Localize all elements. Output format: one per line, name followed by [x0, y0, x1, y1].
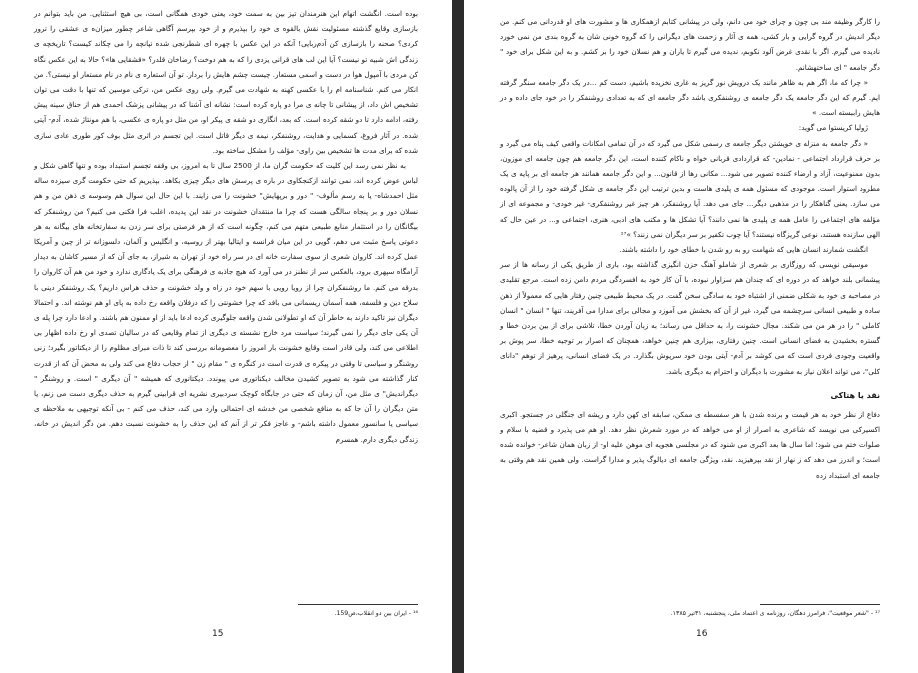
footnote-divider — [298, 604, 418, 605]
paragraph: دفاع از نظر خود به هر قیمت و برنده شدن با هر سفسطه ی ممکن، سابقه ای کهن دارد و ریشه ای جنگلی در جستجو. اکبری اکسیرکی می نویسد که شاعری به اصرار از او می خواهد که در مورد شعرش نظر دهد. او هم می پذیرد و قضیه با سلام و صلوات ختم می شود؛ اما سال ها بعد اکبری می شنود که در مجلسی هجویه ای موهن علیه او- از زبان همان شاعر- خوانده شده است؛ و اندرز می دهد که ز نهار از نقد بپرهیزید. نقد، ویژگی جامعه ای دیالوگ پذیر و مدارا گراست. ولی همین نقد هم وقتی به جامعه ای استبداد زده — [500, 409, 880, 480]
book-gutter — [452, 0, 464, 673]
paragraph: ژولیا کریستوا می گوید: — [798, 123, 868, 133]
right-page-body — [500, 14, 880, 483]
left-page-body — [34, 6, 418, 447]
paragraph: بوده است. انگشت اتهام این هنرمندان تیز بین به سمت خود، یعنی خودی همگانی است، بی هیچ استثنایی. من باید بتوانم در بازسازی وقایع گذشته مسئولیت نقش بالقوه ی خود را بپذیرم و از خود بپرسم آگاهی شاعر چطور میزان‌ه ی عشقی را ترور کردی؟ صحنه را بازسازی کن آدم‌ربایی! آنکه در این عکس با چهره ای شطرنجی شده تپانچه را می چکاند کیست؟ تاریخچه ی زندگی اش شبیه تو نیست؟ آیا این لب های قرانی یزدی را که به هم دوخت؟ رضاخان قلدر؟ «قشقایی ها»؟ حالا به این عکس نگاه کن مردی با آمپول هوا در دست و اسمی مستعار. چیست چشم هایش را بردار. تو آن استعاره ی نام در نام مستعار او نیستی؟. من انکار می کنم. شناسنامه ام را با عکسی کهنه به شهادت می گیرم. ولی روی عکس من، ترکی موسین که تنها با دقت می توان تشخیص اش داد، از پیشانی تا چانه ی مرا دو پاره کرده است: نشانه ای آشنا که در پیشانی پزشک احمدی هم از حناق سینه پیش رفته، ادامه دارد تا دو شقه کرده است. که بعد، انگاری دو شقه ی پیکر او، من مثل دو پاره ی عکسی، با هم مونتاژ شده، آدم- آیتی شده. در آثار فروغ، کسمایی و هدایت، روشنفکر، نیمه ی دیگر قاتل است. این تجسم در اثری مثل بوف کور طوری عادی سازی شده که برای مدت ها تشخیص بین راوی- مؤلف را مشکل ساخته بود. — [34, 9, 418, 155]
page-number: 16 — [696, 629, 708, 639]
right-page — [464, 0, 918, 673]
left-page — [0, 0, 452, 673]
section-heading: نقد یا هتاکی — [830, 390, 880, 400]
block-quote: « دگر جامعه به منزله ی خویشتن دیگر جامعه ی رسمی شکل می گیرد که در آن تمامی امکانات واقعی کیف پناه می گیرد و بر حرف قرارداد اجتماعی - نمادین- که قراردادی قربانی خواه و ناکام کننده است، این دگر جامعه هم چون جامعه ای موزون، بدون ممنوعیت، آزاد و ارضاء کننده تصویر می شود... مکانی رها از قانون... و این دگر جامعه همانند هر جامعه ای بر پایه ی یک مطرود استوار است. موجودی که مسئول همه ی پلیدی هاست و بدین ترتیب این دگر جامعه ی شکل گرفته خود را از آن پالوده می سازد. یعنی گناهکار را در مذهبی دیگر... جای می دهد. آیا روشنفکر، هر چیز غیر روشنفکری- غیر خودی- و مجموعه ای از مؤلفه های اجتماعی را عامل همه ی پلیدی ها نمی دانند؟ آیا تشکل ها و مکتب های ادبی، هنری، اجتماعی و... در عین حال که الهی سازنده هستند، نوعی گریزگاه نیستند؟ آیا چوب تکفیر بر سر دیگران نمی زنند؟ »¹⁷ — [500, 138, 880, 239]
footnote: ¹⁶ - ایران بین دو انقلاب،ص159. — [334, 610, 418, 617]
paragraph: موسیقی نویسی که روزگاری بر شعری از شاملو آهنگ حزن انگیزی گذاشته بود، باری از طریق یکی از رسانه ها از سر پیشمانی بلند خواهد که در دوره ای که چندان هم سزاوار نبوده، با آن کار خود به افسردگی مردم دامن زده است. مرجع تقلیدی در مصاحبه ی خود به شکلی ضمنی از اشتباه خود به سادگی سخن گفت. در یک محیط طبیعی چنین رفتار هایی که معمولاً از ذهن ساده و طبیعی انسانی سرچشمه می گیرد، غیر از آن که بخشش می آموزد و مجالی برای مدارا می آفریند، تنها " انسان " انسان کاملی " را در هر من می شکند. مجال خشونت را، به حداقل می رساند؛ به زبان آوردن خطا، تلاشی برای از بین بردن خطا و گستره بخشیدن به فضای انسانی است. چنین رفتاری، بیزاری هم چنین خواهد، همچنان که اصرار بر توجیه خطا، سر پوش بر واقعیت وجودی فردی است که می کوشد بر آدم- آیتی بودن خود سرپوش بگذارد. در یک فضای انسانی، پرهیز از توهم "دانای کلی"، می تواند اعلان نیاز به مشورت با دیگران و احترام به دیگری باشد. — [500, 260, 880, 376]
page-number: 15 — [212, 629, 224, 639]
block-quote: « چرا که ما، اگر هم به ظاهر مانند یک درویش نور گریز به غاری نخزیده باشیم، دست کم ...در یک دگر جامعه سنگر گرفته ایم. گیرم که این دگر جامعه یک دگر جامعه ی روشنفکری باشد دگر جامعه ای که به تعدادی روشنفکر را در خود جای داده و در هایش راببسته است. » — [500, 77, 880, 118]
paragraph: انگشت شمارند انسان هایی که شهامت رو به رو شدن با خطای خود را داشته باشند. — [619, 245, 868, 255]
footnote: ¹⁷ - "شعر موقعیت"، فرامرز دهگان، روزنامه ی اعتماد ملی، پنجشنبه، ۳۱تیر ۱۳۸۵. — [670, 610, 880, 617]
paragraph: را کارگر وظیفه مند بی چون و چرای خود می دانم، ولی در پیشانی کتابم ازهمکاری ها و مشورت های او قدردانی می کنم. من دیگر اندیش در گروه گرایی و بار کشی، همه ی آثار و زحمت های دیگرانی را که گروه خونی شان به گروه بندی من نمی خورد نادیده می گیرم. اگر با نقدی غرض آلود نکوبم، ندیده می گیرم تا یاران و هم نسلان خود را بر کشم. و به این شکل برای خود " دگر جامعه " ای ساختهشانم. — [500, 17, 880, 72]
paragraph: به نظر نمی رسد این کلیت که حکومت گران ما، از 2500 سال تا به امروز، بی وقفه تجسم استبداد بوده و تنها گاهی شکل و لباس عوض کرده اند، نمی توانند ازکنجکاوی در باره ی پرسش های دیگر چیزی بکاهد. بپذیریم که حتی حکومت گری سیزده ساله مثل احمدشاه- یا به رسم مألوف- " دور و برپهایش" خشونت را می زایند. با این حال این سوال هم وسوسه ی ذهن من و هم نسلان دور و بر پنجاه سالگی هست که چرا ما منتقدان خشونت در نقد این پدیده، اغلب فرا فکنی می کنیم؟ من روشنفکر که بیگانگان را در استثمار منابع طبیعی متهم می کنم، چگونه است که از هر فرصتی برای سر زدن به سفارتخانه های بیگانه به هر دعوتی پاسخ مثبت می دهم، گویی در این میان فرانسه و ایتالیا بهتر از روسیه، و انگلیس و آلمان، دلسوزانه تر از چین و آمریکا عمل کرده اند. کاروان شعری از سوی سفارت خانه ای در سر راه خود از تهران به شیراز، به جای آن که از مسیر کاشان به دیدار آرامگاه سپهری برود، بالعکس سر از نطنز در می آورد که هیچ جاذبه ی فرهنگی برای یک یادگاری ندارد و خود من هم آن کاروان را بدرقه می کنم. ما روشنفکران چرا از رویا رویی با سهم خود در زاه و ولد خشونت و حذف هراس داریم؟ یک روشنفکر دینی با سلاح دین و فلسفه، همه آسمان ریسمانی می بافد که چرا خشونتی را که درفلان واقعه رخ داده به پای او هم نوشته اند. و احتمالا دیگران نیز تاکید دارند به خاطر آن که او تطولانی شدن واقعه جلوگیری کرده ادعا باید از او ممنون هم باشند. و ادعا دارد چرا پله ی آن یکی جای دیگر را نمی گیرند؛ سیاست مرد خارج نشسته ی دیگری از تمام وقایعی که در سالیان تصدی او رخ داده اظهار بی اطلاعی می کند، ولی قادر است وقایع خشونت بار امروز را معصومانه بررسی کند تا ذات مبرای مظلوم را از دیکتاتور بگیرد؛ زنی روشنگر و سیاسی تا وقتی در پیکره ی قدرت است در کنگره ی " مقام زن " از حجاب دفاع می کند ولی به محض آن که از قدرت کنار گذاشته می شود به تصویر کشیدن مخالف دیکتاتوری می پیوندد. دیکتاتوری که همیشه " آن دیگری " است. و روشنگر " دیگراندیش" ی مثل من، آن زمان که حتی در جابگاه کوچک سردبیری نشریه ای قرابینی گیرم به حذف دیگری دست می زنم، یا متن دیگران را آن جا که به منافع شخصی من خدشه ای احتمالی وارد می کند، حذف می کنم - بی آنکه توجیهی به ملاحظه ی سیاسی یا سانسور معمول داشته باشم- و عاجز فکر تر از آنم که این حذف را به خشونت نسبت دهم. من دگر اندیش در خانه، زندگی دیگری دارم. همسرم — [34, 161, 418, 444]
footnote-divider — [760, 604, 880, 605]
